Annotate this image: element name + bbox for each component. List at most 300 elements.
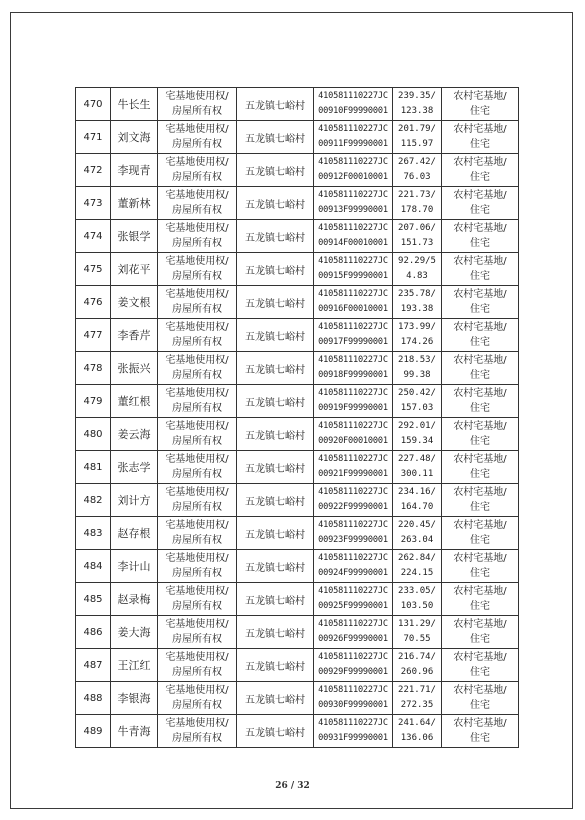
location-cell: 五龙镇七峪村 [237, 385, 314, 418]
location-cell: 五龙镇七峪村 [237, 154, 314, 187]
owner-name-cell: 李现青 [111, 154, 158, 187]
right-type-cell-line: 房屋所有权 [172, 436, 222, 447]
land-use-cell-line: 农村宅基地/ [453, 289, 507, 300]
land-use-cell-line: 住宅 [470, 106, 490, 117]
right-type-cell-line: 宅基地使用权/ [165, 652, 229, 663]
unit-code-cell-line: 00930F99990001 [318, 700, 388, 710]
right-type-cell-line: 宅基地使用权/ [165, 124, 229, 135]
right-type-cell-line: 宅基地使用权/ [165, 322, 229, 333]
land-use-cell [442, 484, 519, 517]
land-use-cell-line: 住宅 [470, 370, 490, 381]
unit-code-cell [314, 187, 393, 220]
table-row [76, 352, 519, 385]
location-cell: 五龙镇七峪村 [237, 484, 314, 517]
unit-code-cell-line: 00919F99990001 [318, 403, 388, 413]
land-use-cell [442, 121, 519, 154]
unit-code-cell [314, 352, 393, 385]
location-cell: 五龙镇七峪村 [237, 715, 314, 748]
land-use-cell [442, 187, 519, 220]
unit-code-cell-line: 00931F99990001 [318, 733, 388, 743]
right-type-cell [158, 583, 237, 616]
land-use-cell-line: 农村宅基地/ [453, 124, 507, 135]
unit-code-cell-line: 00915F99990001 [318, 271, 388, 281]
area-cell-line: 92.29/5 [398, 256, 436, 266]
right-type-cell [158, 550, 237, 583]
unit-code-cell-line: 410581110227JC [318, 91, 388, 101]
records-table [75, 87, 519, 748]
right-type-cell-line: 房屋所有权 [172, 106, 222, 117]
area-cell-line: 300.11 [400, 469, 434, 479]
right-type-cell-line: 宅基地使用权/ [165, 454, 229, 465]
land-use-cell [442, 682, 519, 715]
land-use-cell-line: 住宅 [470, 502, 490, 513]
table-row [76, 517, 519, 550]
unit-code-cell-line: 00923F99990001 [318, 535, 388, 545]
land-use-cell [442, 154, 519, 187]
row-number-cell: 484 [76, 550, 111, 583]
unit-code-cell-line: 410581110227JC [318, 586, 388, 596]
table-row [76, 286, 519, 319]
right-type-cell [158, 517, 237, 550]
right-type-cell-line: 房屋所有权 [172, 139, 222, 150]
right-type-cell [158, 352, 237, 385]
area-cell [393, 352, 442, 385]
area-cell [393, 550, 442, 583]
area-cell [393, 121, 442, 154]
area-cell-line: 292.01/ [398, 421, 436, 431]
table-row [76, 451, 519, 484]
table-row [76, 418, 519, 451]
unit-code-cell [314, 253, 393, 286]
land-use-cell [442, 550, 519, 583]
row-number-cell: 474 [76, 220, 111, 253]
area-cell-line: 164.70 [400, 502, 434, 512]
area-cell-line: 224.15 [400, 568, 434, 578]
row-number-cell: 486 [76, 616, 111, 649]
unit-code-cell [314, 319, 393, 352]
page-number: 26 / 32 [275, 781, 310, 791]
unit-code-cell [314, 418, 393, 451]
area-cell-line: 250.42/ [398, 388, 436, 398]
area-cell-line: 201.79/ [398, 124, 436, 134]
land-use-cell-line: 农村宅基地/ [453, 157, 507, 168]
area-cell [393, 253, 442, 286]
area-cell-line: 173.99/ [398, 322, 436, 332]
land-use-cell-line: 农村宅基地/ [453, 355, 507, 366]
land-use-cell-line: 住宅 [470, 601, 490, 612]
land-use-cell-line: 住宅 [470, 337, 490, 348]
land-use-cell-line: 住宅 [470, 469, 490, 480]
owner-name-cell: 张银学 [111, 220, 158, 253]
owner-name-cell: 董红根 [111, 385, 158, 418]
area-cell [393, 88, 442, 121]
area-cell [393, 319, 442, 352]
land-use-cell-line: 住宅 [470, 568, 490, 579]
unit-code-cell-line: 410581110227JC [318, 157, 388, 167]
right-type-cell-line: 宅基地使用权/ [165, 355, 229, 366]
right-type-cell [158, 286, 237, 319]
unit-code-cell-line: 410581110227JC [318, 421, 388, 431]
unit-code-cell [314, 682, 393, 715]
owner-name-cell: 刘文海 [111, 121, 158, 154]
right-type-cell-line: 宅基地使用权/ [165, 718, 229, 729]
land-use-cell [442, 88, 519, 121]
location-cell: 五龙镇七峪村 [237, 88, 314, 121]
row-number-cell: 487 [76, 649, 111, 682]
area-cell-line: 103.50 [400, 601, 434, 611]
unit-code-cell [314, 550, 393, 583]
right-type-cell [158, 319, 237, 352]
unit-code-cell-line: 410581110227JC [318, 619, 388, 629]
land-use-cell-line: 农村宅基地/ [453, 652, 507, 663]
table-row [76, 550, 519, 583]
right-type-cell [158, 187, 237, 220]
unit-code-cell [314, 88, 393, 121]
right-type-cell-line: 宅基地使用权/ [165, 289, 229, 300]
area-cell-line: 263.04 [400, 535, 434, 545]
right-type-cell-line: 宅基地使用权/ [165, 157, 229, 168]
area-cell-line: 123.38 [400, 106, 434, 116]
row-number-cell: 479 [76, 385, 111, 418]
right-type-cell-line: 房屋所有权 [172, 502, 222, 513]
location-cell: 五龙镇七峪村 [237, 187, 314, 220]
row-number-cell: 477 [76, 319, 111, 352]
row-number-cell: 485 [76, 583, 111, 616]
right-type-cell-line: 宅基地使用权/ [165, 553, 229, 564]
location-cell: 五龙镇七峪村 [237, 682, 314, 715]
land-use-cell-line: 住宅 [470, 139, 490, 150]
right-type-cell-line: 宅基地使用权/ [165, 586, 229, 597]
row-number-cell: 473 [76, 187, 111, 220]
records-table-body [76, 88, 519, 748]
unit-code-cell-line: 410581110227JC [318, 685, 388, 695]
unit-code-cell [314, 715, 393, 748]
area-cell-line: 70.55 [403, 634, 431, 644]
owner-name-cell: 李香芹 [111, 319, 158, 352]
row-number-cell: 489 [76, 715, 111, 748]
row-number-cell: 483 [76, 517, 111, 550]
location-cell: 五龙镇七峪村 [237, 451, 314, 484]
area-cell-line: 234.16/ [398, 487, 436, 497]
right-type-cell [158, 154, 237, 187]
unit-code-cell-line: 410581110227JC [318, 256, 388, 266]
owner-name-cell: 赵录梅 [111, 583, 158, 616]
right-type-cell-line: 宅基地使用权/ [165, 487, 229, 498]
area-cell [393, 583, 442, 616]
unit-code-cell [314, 583, 393, 616]
area-cell-line: 239.35/ [398, 91, 436, 101]
unit-code-cell-line: 00920F00010001 [318, 436, 388, 446]
land-use-cell-line: 农村宅基地/ [453, 685, 507, 696]
right-type-cell-line: 房屋所有权 [172, 271, 222, 282]
area-cell [393, 451, 442, 484]
land-use-cell-line: 住宅 [470, 271, 490, 282]
area-cell-line: 159.34 [400, 436, 434, 446]
owner-name-cell: 姜文根 [111, 286, 158, 319]
right-type-cell-line: 房屋所有权 [172, 469, 222, 480]
right-type-cell [158, 121, 237, 154]
area-cell-line: 157.03 [400, 403, 434, 413]
area-cell-line: 193.38 [400, 304, 434, 314]
area-cell [393, 286, 442, 319]
land-use-cell [442, 418, 519, 451]
unit-code-cell-line: 00916F00010001 [318, 304, 388, 314]
area-cell [393, 418, 442, 451]
owner-name-cell: 张志学 [111, 451, 158, 484]
land-use-cell [442, 253, 519, 286]
area-cell-line: 221.71/ [398, 685, 436, 695]
unit-code-cell-line: 410581110227JC [318, 652, 388, 662]
land-use-cell [442, 385, 519, 418]
owner-name-cell: 刘花平 [111, 253, 158, 286]
right-type-cell-line: 宅基地使用权/ [165, 256, 229, 267]
right-type-cell [158, 88, 237, 121]
area-cell-line: 207.06/ [398, 223, 436, 233]
location-cell: 五龙镇七峪村 [237, 253, 314, 286]
right-type-cell-line: 宅基地使用权/ [165, 223, 229, 234]
unit-code-cell-line: 00911F99990001 [318, 139, 388, 149]
land-use-cell-line: 农村宅基地/ [453, 256, 507, 267]
right-type-cell-line: 房屋所有权 [172, 238, 222, 249]
land-use-cell-line: 住宅 [470, 403, 490, 414]
area-cell-line: 241.64/ [398, 718, 436, 728]
land-use-cell-line: 农村宅基地/ [453, 190, 507, 201]
area-cell-line: 136.06 [400, 733, 434, 743]
area-cell-line: 233.05/ [398, 586, 436, 596]
owner-name-cell: 李计山 [111, 550, 158, 583]
location-cell: 五龙镇七峪村 [237, 319, 314, 352]
unit-code-cell-line: 410581110227JC [318, 124, 388, 134]
right-type-cell [158, 253, 237, 286]
area-cell-line: 227.48/ [398, 454, 436, 464]
owner-name-cell: 董新林 [111, 187, 158, 220]
location-cell: 五龙镇七峪村 [237, 286, 314, 319]
owner-name-cell: 张振兴 [111, 352, 158, 385]
table-row [76, 583, 519, 616]
area-cell [393, 484, 442, 517]
unit-code-cell [314, 484, 393, 517]
table-row [76, 715, 519, 748]
land-use-cell-line: 农村宅基地/ [453, 487, 507, 498]
table-row [76, 121, 519, 154]
owner-name-cell: 王江红 [111, 649, 158, 682]
right-type-cell-line: 宅基地使用权/ [165, 520, 229, 531]
location-cell: 五龙镇七峪村 [237, 649, 314, 682]
unit-code-cell-line: 410581110227JC [318, 289, 388, 299]
unit-code-cell-line: 00925F99990001 [318, 601, 388, 611]
right-type-cell-line: 房屋所有权 [172, 700, 222, 711]
table-row [76, 253, 519, 286]
location-cell: 五龙镇七峪村 [237, 121, 314, 154]
unit-code-cell-line: 00917F99990001 [318, 337, 388, 347]
right-type-cell-line: 房屋所有权 [172, 634, 222, 645]
unit-code-cell-line: 410581110227JC [318, 520, 388, 530]
right-type-cell-line: 房屋所有权 [172, 403, 222, 414]
owner-name-cell: 李银海 [111, 682, 158, 715]
row-number-cell: 475 [76, 253, 111, 286]
land-use-cell-line: 农村宅基地/ [453, 91, 507, 102]
table-row [76, 385, 519, 418]
area-cell [393, 187, 442, 220]
right-type-cell-line: 宅基地使用权/ [165, 190, 229, 201]
unit-code-cell-line: 00910F99990001 [318, 106, 388, 116]
unit-code-cell-line: 410581110227JC [318, 454, 388, 464]
unit-code-cell-line: 00918F99990001 [318, 370, 388, 380]
unit-code-cell-line: 410581110227JC [318, 223, 388, 233]
owner-name-cell: 姜大海 [111, 616, 158, 649]
right-type-cell-line: 房屋所有权 [172, 304, 222, 315]
right-type-cell-line: 房屋所有权 [172, 535, 222, 546]
area-cell [393, 649, 442, 682]
row-number-cell: 488 [76, 682, 111, 715]
row-number-cell: 480 [76, 418, 111, 451]
area-cell [393, 385, 442, 418]
land-use-cell-line: 住宅 [470, 733, 490, 744]
area-cell-line: 131.29/ [398, 619, 436, 629]
unit-code-cell-line: 410581110227JC [318, 487, 388, 497]
land-use-cell-line: 住宅 [470, 436, 490, 447]
land-use-cell [442, 715, 519, 748]
area-cell-line: 4.83 [406, 271, 428, 281]
table-row [76, 649, 519, 682]
right-type-cell-line: 宅基地使用权/ [165, 421, 229, 432]
area-cell [393, 715, 442, 748]
right-type-cell [158, 715, 237, 748]
right-type-cell-line: 房屋所有权 [172, 172, 222, 183]
table-row [76, 154, 519, 187]
land-use-cell [442, 451, 519, 484]
area-cell-line: 221.73/ [398, 190, 436, 200]
right-type-cell [158, 451, 237, 484]
unit-code-cell-line: 00922F99990001 [318, 502, 388, 512]
area-cell [393, 154, 442, 187]
location-cell: 五龙镇七峪村 [237, 517, 314, 550]
table-row [76, 88, 519, 121]
area-cell [393, 220, 442, 253]
land-use-cell-line: 农村宅基地/ [453, 586, 507, 597]
location-cell: 五龙镇七峪村 [237, 616, 314, 649]
unit-code-cell-line: 00912F00010001 [318, 172, 388, 182]
area-cell-line: 115.97 [400, 139, 434, 149]
area-cell-line: 178.70 [400, 205, 434, 215]
right-type-cell-line: 房屋所有权 [172, 568, 222, 579]
area-cell [393, 517, 442, 550]
unit-code-cell-line: 00929F99990001 [318, 667, 388, 677]
land-use-cell-line: 农村宅基地/ [453, 520, 507, 531]
area-cell [393, 616, 442, 649]
unit-code-cell-line: 410581110227JC [318, 388, 388, 398]
location-cell: 五龙镇七峪村 [237, 583, 314, 616]
land-use-cell-line: 农村宅基地/ [453, 619, 507, 630]
row-number-cell: 471 [76, 121, 111, 154]
land-use-cell-line: 住宅 [470, 172, 490, 183]
land-use-cell [442, 220, 519, 253]
unit-code-cell [314, 385, 393, 418]
area-cell-line: 216.74/ [398, 652, 436, 662]
owner-name-cell: 牛青海 [111, 715, 158, 748]
row-number-cell: 481 [76, 451, 111, 484]
area-cell-line: 174.26 [400, 337, 434, 347]
table-row [76, 616, 519, 649]
area-cell-line: 260.96 [400, 667, 434, 677]
land-use-cell [442, 649, 519, 682]
right-type-cell-line: 房屋所有权 [172, 370, 222, 381]
unit-code-cell [314, 451, 393, 484]
table-row [76, 319, 519, 352]
right-type-cell-line: 房屋所有权 [172, 733, 222, 744]
area-cell-line: 218.53/ [398, 355, 436, 365]
area-cell-line: 99.38 [403, 370, 431, 380]
land-use-cell-line: 住宅 [470, 535, 490, 546]
area-cell-line: 267.42/ [398, 157, 436, 167]
row-number-cell: 472 [76, 154, 111, 187]
land-use-cell-line: 农村宅基地/ [453, 454, 507, 465]
unit-code-cell-line: 00926F99990001 [318, 634, 388, 644]
right-type-cell [158, 616, 237, 649]
land-use-cell-line: 农村宅基地/ [453, 388, 507, 399]
land-use-cell-line: 农村宅基地/ [453, 322, 507, 333]
right-type-cell [158, 418, 237, 451]
unit-code-cell-line: 00914F00010001 [318, 238, 388, 248]
area-cell [393, 682, 442, 715]
unit-code-cell-line: 410581110227JC [318, 718, 388, 728]
area-cell-line: 151.73 [400, 238, 434, 248]
area-cell-line: 220.45/ [398, 520, 436, 530]
unit-code-cell-line: 410581110227JC [318, 553, 388, 563]
owner-name-cell: 赵存根 [111, 517, 158, 550]
unit-code-cell [314, 616, 393, 649]
land-use-cell-line: 住宅 [470, 634, 490, 645]
row-number-cell: 476 [76, 286, 111, 319]
unit-code-cell [314, 286, 393, 319]
land-use-cell [442, 352, 519, 385]
right-type-cell [158, 385, 237, 418]
unit-code-cell [314, 154, 393, 187]
owner-name-cell: 牛长生 [111, 88, 158, 121]
right-type-cell-line: 宅基地使用权/ [165, 91, 229, 102]
row-number-cell: 482 [76, 484, 111, 517]
location-cell: 五龙镇七峪村 [237, 352, 314, 385]
right-type-cell [158, 649, 237, 682]
table-row [76, 220, 519, 253]
land-use-cell-line: 农村宅基地/ [453, 718, 507, 729]
right-type-cell-line: 房屋所有权 [172, 205, 222, 216]
area-cell-line: 235.78/ [398, 289, 436, 299]
land-use-cell-line: 住宅 [470, 667, 490, 678]
land-use-cell-line: 住宅 [470, 238, 490, 249]
right-type-cell-line: 房屋所有权 [172, 601, 222, 612]
unit-code-cell [314, 121, 393, 154]
unit-code-cell-line: 410581110227JC [318, 355, 388, 365]
area-cell-line: 272.35 [400, 700, 434, 710]
land-use-cell [442, 319, 519, 352]
land-use-cell-line: 住宅 [470, 304, 490, 315]
table-row [76, 187, 519, 220]
unit-code-cell-line: 410581110227JC [318, 322, 388, 332]
table-row [76, 484, 519, 517]
land-use-cell-line: 农村宅基地/ [453, 421, 507, 432]
owner-name-cell: 姜云海 [111, 418, 158, 451]
unit-code-cell-line: 410581110227JC [318, 190, 388, 200]
unit-code-cell [314, 220, 393, 253]
land-use-cell-line: 住宅 [470, 205, 490, 216]
land-use-cell [442, 286, 519, 319]
location-cell: 五龙镇七峪村 [237, 418, 314, 451]
row-number-cell: 478 [76, 352, 111, 385]
unit-code-cell-line: 00921F99990001 [318, 469, 388, 479]
right-type-cell [158, 682, 237, 715]
land-use-cell [442, 517, 519, 550]
